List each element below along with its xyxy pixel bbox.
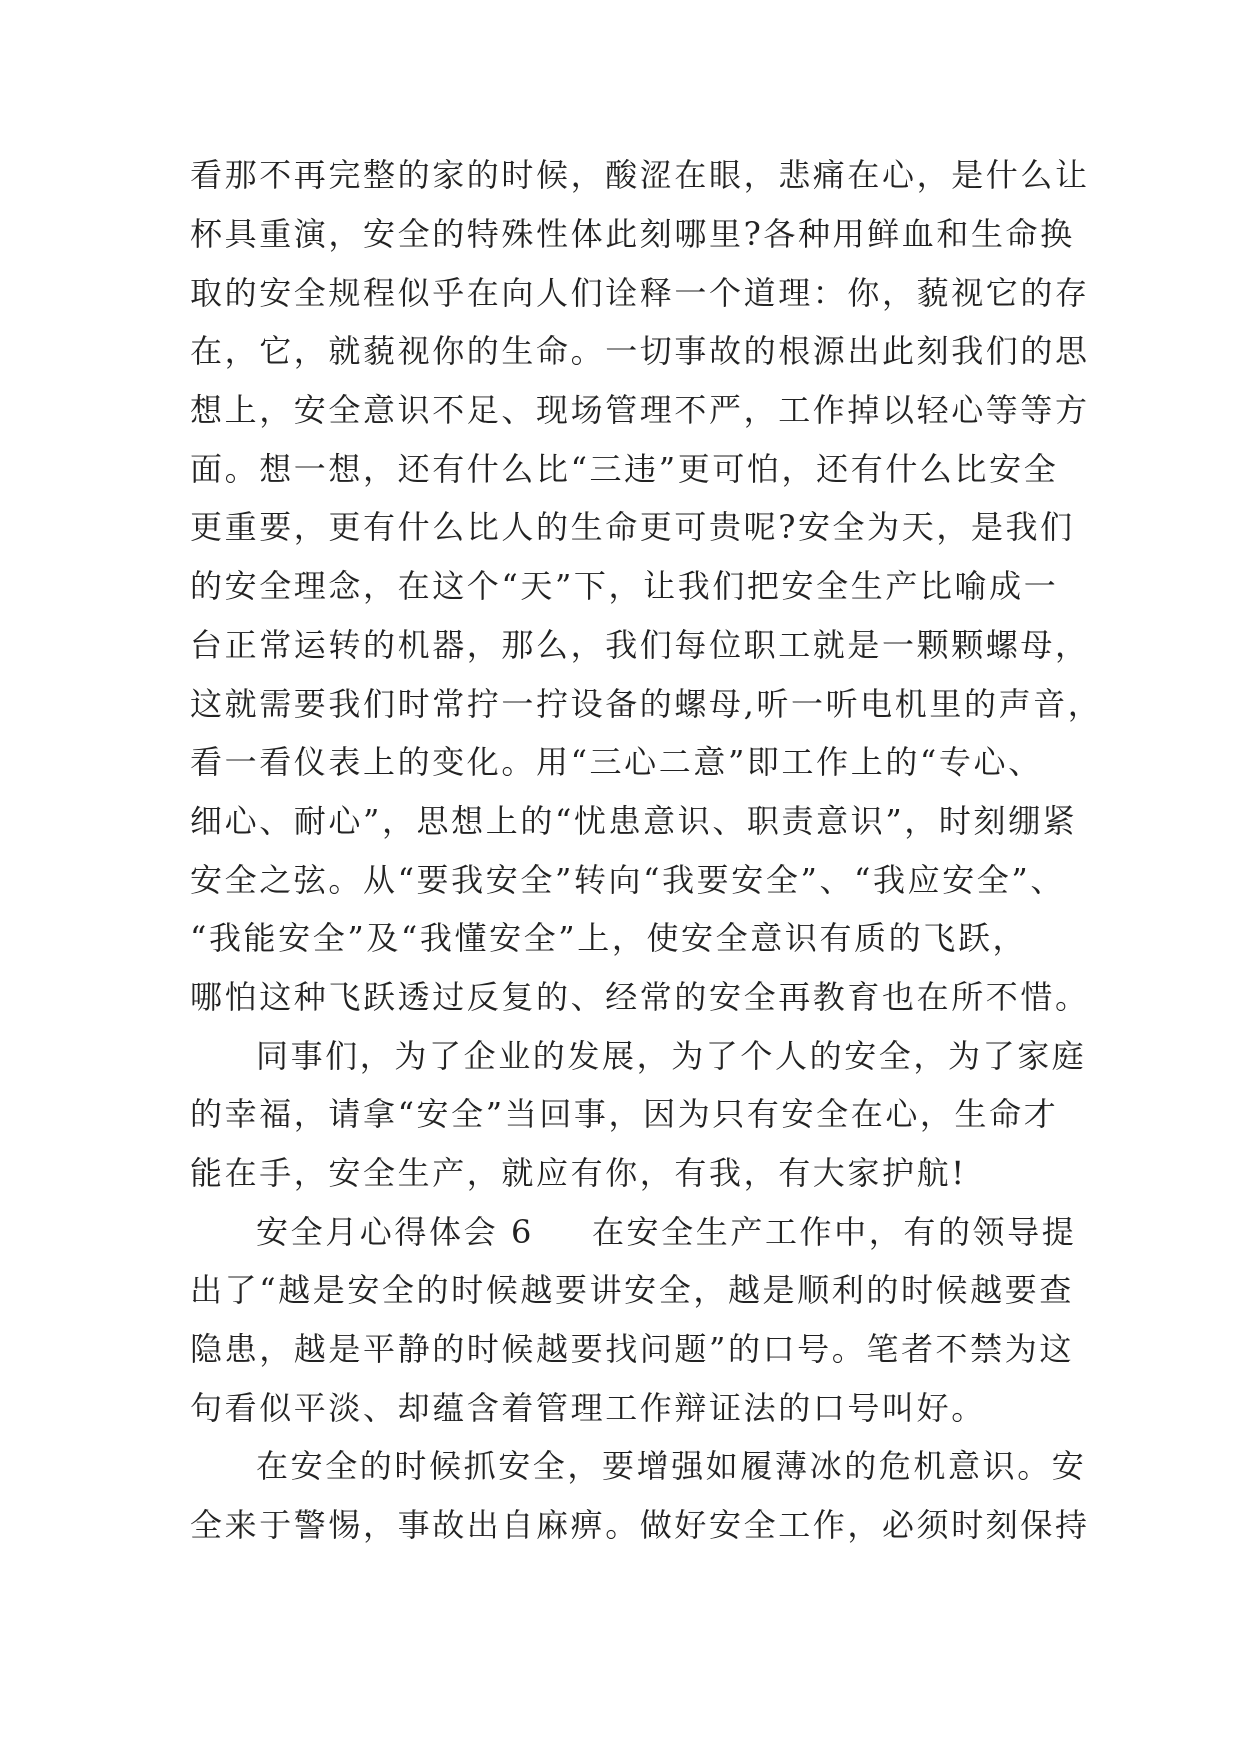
text-line: 看那不再完整的家的时候，酸涩在眼，悲痛在心，是什么让 <box>190 156 1090 194</box>
text-line: 的安全理念，在这个“天”下，让我们把安全生产比喻成一 <box>190 567 1059 605</box>
text-line: 杯具重演，安全的特殊性体此刻哪里?各种用鲜血和生命换 <box>190 215 1075 253</box>
text-line: 更重要，更有什么比人的生命更可贵呢?安全为天，是我们 <box>190 508 1075 546</box>
text-line: 能在手，安全生产，就应有你，有我，有大家护航! <box>190 1154 967 1192</box>
text-line: 全来于警惕，事故出自麻痹。做好安全工作，必须时刻保持 <box>190 1506 1090 1544</box>
text-line: 这就需要我们时常拧一拧设备的螺母,听一听电机里的声音， <box>190 685 1103 723</box>
text-line: 取的安全规程似乎在向人们诠释一个道理：你，藐视它的存 <box>190 274 1090 312</box>
text-line: 看一看仪表上的变化。用“三心二意”即工作上的“专心、 <box>190 743 1043 781</box>
text-line: 隐患，越是平静的时候越要找问题”的口号。笔者不禁为这 <box>190 1330 1074 1368</box>
section-heading-line <box>256 1212 1076 1252</box>
text-line: 细心、耐心”，思想上的“忧患意识、职责意识”，时刻绷紧 <box>190 802 1078 840</box>
text-line: 台正常运转的机器，那么，我们每位职工就是一颗颗螺母， <box>190 626 1090 664</box>
text-line: 同事们，为了企业的发展，为了个人的安全，为了家庭 <box>256 1037 1087 1075</box>
text-line: 句看似平淡、却蕴含着管理工作辩证法的口号叫好。 <box>190 1389 986 1427</box>
text-line: “我能安全”及“我懂安全”上，使安全意识有质的飞跃， <box>190 919 1028 957</box>
text-line: 面。想一想，还有什么比“三违”更可怕，还有什么比安全 <box>190 450 1059 488</box>
text-line: 在，它，就藐视你的生命。一切事故的根源出此刻我们的思 <box>190 332 1090 370</box>
section-heading: 安全月心得体会 6 <box>256 1213 534 1251</box>
text-line: 在安全的时候抓安全，要增强如履薄冰的危机意识。安 <box>256 1447 1087 1485</box>
text-line: 出了“越是安全的时候越要讲安全，越是顺利的时候越要查 <box>190 1271 1074 1309</box>
text-line: 安全之弦。从“要我安全”转向“我要安全”、“我应安全”、 <box>190 861 1065 899</box>
paragraph-start: 在安全生产工作中，有的领导提 <box>591 1213 1077 1251</box>
text-line: 哪怕这种飞跃透过反复的、经常的安全再教育也在所不惜。 <box>190 978 1090 1016</box>
text-line: 想上，安全意识不足、现场管理不严，工作掉以轻心等等方 <box>190 391 1090 429</box>
text-line: 的幸福，请拿“安全”当回事，因为只有安全在心，生命才 <box>190 1095 1059 1133</box>
